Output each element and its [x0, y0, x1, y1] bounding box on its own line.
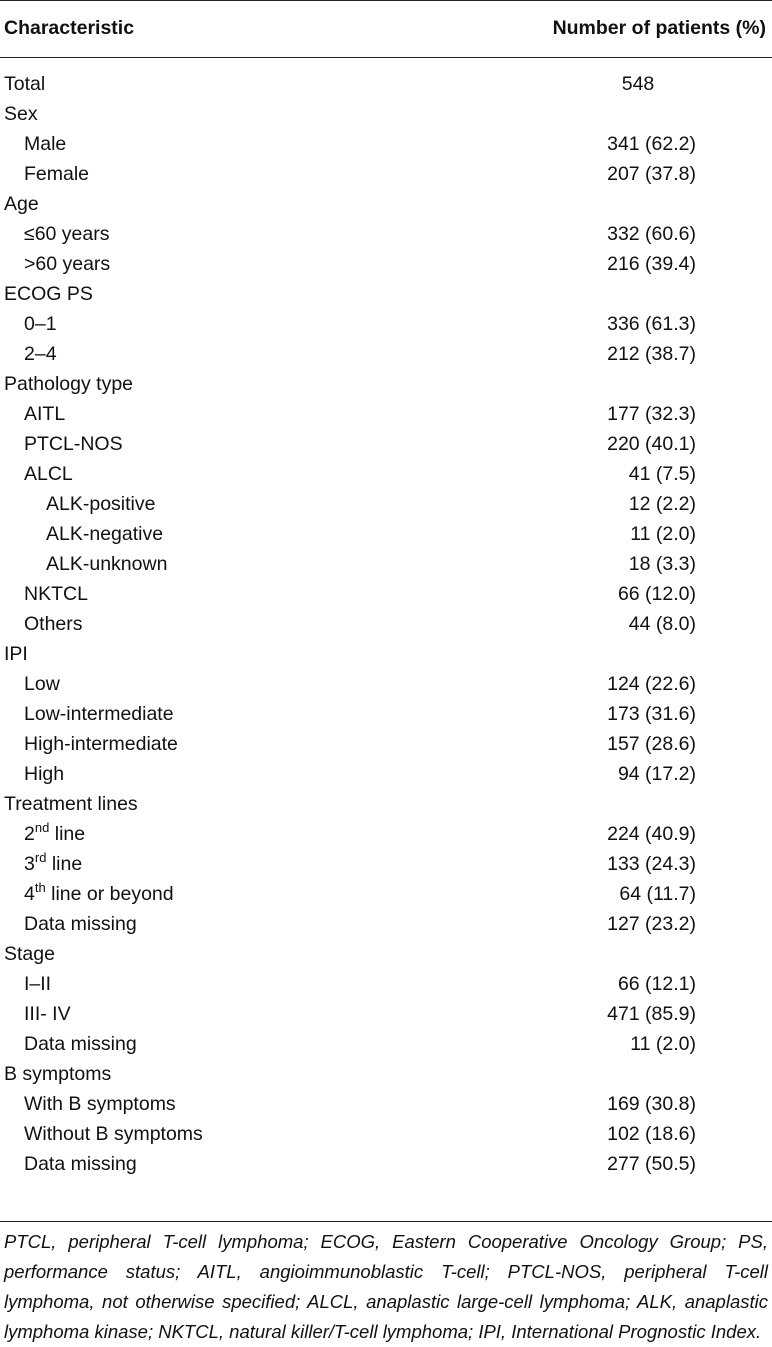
- row-value: 66 (12.0): [617, 583, 696, 605]
- row-label: 2–4: [24, 343, 57, 365]
- row-label: Low: [24, 673, 60, 695]
- row-label: 3rd line: [24, 849, 83, 875]
- row-label: High: [24, 763, 65, 785]
- table-row: [0, 579, 772, 609]
- row-value: 127 (23.2): [607, 913, 696, 935]
- row-value: 11 (2.0): [630, 1033, 696, 1055]
- row-label: Total: [4, 73, 46, 95]
- table-row: [0, 339, 772, 369]
- row-value: 471 (85.9): [607, 1003, 696, 1025]
- table-row: [0, 489, 772, 519]
- row-label: High-intermediate: [24, 733, 178, 755]
- row-label: With B symptoms: [24, 1093, 176, 1115]
- table-row: [0, 759, 772, 789]
- row-label: Stage: [4, 943, 55, 965]
- table-row: [0, 729, 772, 759]
- table-row: [0, 909, 772, 939]
- row-value: 224 (40.9): [607, 823, 696, 845]
- table-row: [0, 309, 772, 339]
- table-row: [0, 1149, 772, 1179]
- row-label: 0–1: [24, 313, 57, 335]
- header-characteristic: Characteristic: [4, 17, 135, 39]
- table-row: [0, 879, 772, 909]
- row-label: Male: [24, 133, 67, 155]
- row-label: ALCL: [24, 463, 73, 485]
- row-label: 4th line or beyond: [24, 879, 174, 905]
- table-row: [0, 699, 772, 729]
- row-value: 336 (61.3): [607, 313, 696, 335]
- row-value: 44 (8.0): [628, 613, 696, 635]
- row-value: 332 (60.6): [607, 223, 696, 245]
- table-row: [0, 669, 772, 699]
- row-value: 177 (32.3): [607, 403, 696, 425]
- row-label: Female: [24, 163, 90, 185]
- row-label: ALK-unknown: [46, 553, 168, 575]
- row-value: 66 (12.1): [617, 973, 696, 995]
- table-row: [0, 189, 772, 219]
- table-row: [0, 639, 772, 669]
- row-value: 124 (22.6): [607, 673, 696, 695]
- table-row: [0, 219, 772, 249]
- table-row: [0, 129, 772, 159]
- row-label: ALK-positive: [46, 493, 156, 515]
- table-row: [0, 999, 772, 1029]
- row-label: IPI: [4, 643, 28, 665]
- row-label: Data missing: [24, 1033, 137, 1055]
- row-value: 64 (11.7): [619, 883, 696, 905]
- row-value: 157 (28.6): [607, 733, 696, 755]
- row-value: 548: [621, 73, 655, 95]
- table-row: [0, 99, 772, 129]
- table-footnote: PTCL, peripheral T-cell lymphoma; ECOG, Eastern Cooperative Oncology Group; PS, performance status; AITL, angioimmunoblastic T-cell; PTCL-NOS, peripheral T-cell lymphoma, not otherwise specified; ALCL, anaplastic large-cell lymphoma; ALK, anaplastic lymphoma kinase; NKTCL, natural killer/T-cell lymphoma; IPI, International Prognostic Index.: [4, 1231, 768, 1342]
- row-label: Others: [24, 613, 83, 635]
- table-row: [0, 789, 772, 819]
- table-header: [0, 0, 772, 58]
- table-row: [0, 249, 772, 279]
- row-label: AITL: [24, 403, 66, 425]
- row-label: 2nd line: [24, 819, 86, 845]
- table-row: [0, 369, 772, 399]
- table-row: [0, 969, 772, 999]
- table-row: [0, 399, 772, 429]
- table-row: [0, 549, 772, 579]
- table-row: [0, 519, 772, 549]
- row-label: Sex: [4, 103, 38, 125]
- row-label: I–II: [24, 973, 52, 995]
- table-row: [0, 1029, 772, 1059]
- table-row: [0, 1119, 772, 1149]
- table-row: [0, 1089, 772, 1119]
- table-row: [0, 939, 772, 969]
- table-row: [0, 459, 772, 489]
- row-label: ≤60 years: [24, 223, 110, 245]
- row-label: Data missing: [24, 913, 137, 935]
- table-body: [0, 69, 772, 1179]
- row-label: Age: [4, 193, 39, 215]
- row-label: Low-intermediate: [24, 703, 174, 725]
- row-value: 41 (7.5): [628, 463, 696, 485]
- row-label: ALK-negative: [46, 523, 164, 545]
- row-value: 173 (31.6): [607, 703, 696, 725]
- row-label: Treatment lines: [4, 793, 138, 815]
- table-row: [0, 429, 772, 459]
- row-label: >60 years: [24, 253, 111, 275]
- row-value: 341 (62.2): [607, 133, 696, 155]
- row-value: 18 (3.3): [628, 553, 696, 575]
- row-label: Data missing: [24, 1153, 137, 1175]
- header-number-of-patients: Number of patients (%): [552, 17, 766, 39]
- row-value: 212 (38.7): [607, 343, 696, 365]
- row-label: B symptoms: [4, 1063, 112, 1085]
- row-label: Pathology type: [4, 373, 134, 395]
- row-value: 277 (50.5): [607, 1153, 696, 1175]
- row-label: Without B symptoms: [24, 1123, 203, 1145]
- table-row: [0, 849, 772, 879]
- row-value: 207 (37.8): [607, 163, 696, 185]
- row-value: 220 (40.1): [607, 433, 696, 455]
- table-row: [0, 1059, 772, 1089]
- table-row: [0, 279, 772, 309]
- row-value: 216 (39.4): [607, 253, 696, 275]
- row-value: 11 (2.0): [630, 523, 696, 545]
- row-label: III- IV: [24, 1003, 71, 1025]
- row-label: ECOG PS: [4, 283, 93, 305]
- table-row: [0, 609, 772, 639]
- row-value: 133 (24.3): [607, 853, 696, 875]
- row-value: 94 (17.2): [617, 763, 696, 785]
- row-label: PTCL-NOS: [24, 433, 123, 455]
- row-label: NKTCL: [24, 583, 88, 605]
- row-value: 12 (2.2): [628, 493, 696, 515]
- row-value: 169 (30.8): [607, 1093, 696, 1115]
- table-row: [0, 159, 772, 189]
- row-value: 102 (18.6): [607, 1123, 696, 1145]
- table-bottom-rule: [0, 1221, 772, 1222]
- table-row: [0, 819, 772, 849]
- table-row: [0, 69, 772, 99]
